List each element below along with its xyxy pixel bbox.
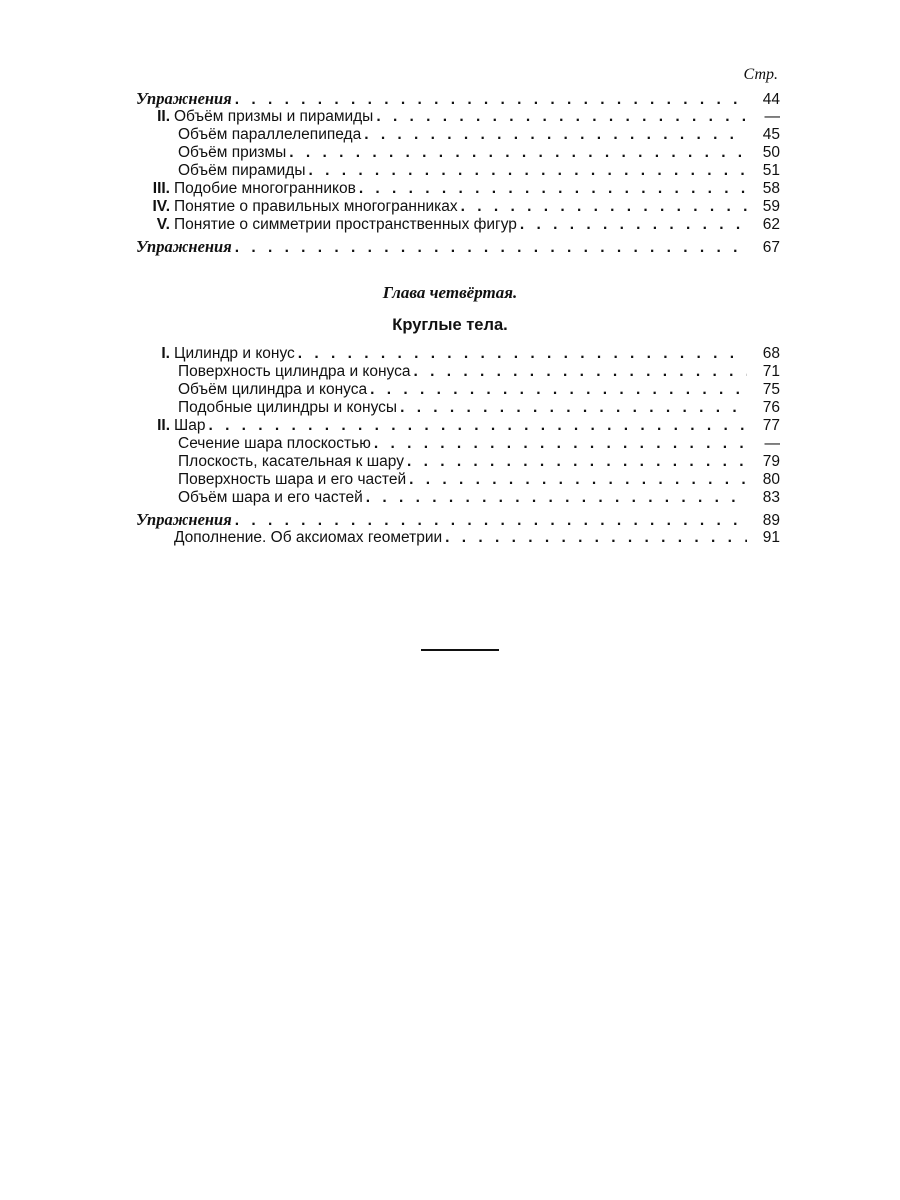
toc-row <box>136 399 780 417</box>
toc-row <box>136 345 780 363</box>
toc-row <box>136 216 780 234</box>
chapter-label: Глава четвёртая. <box>382 283 518 302</box>
toc-row-title: Понятие о правильных многогранниках <box>174 198 458 215</box>
toc-section-2 <box>136 345 780 547</box>
toc-row-title: Упражнения <box>136 89 232 108</box>
toc-row-page: 76 <box>762 399 780 416</box>
page-column-label: Стр. <box>743 66 778 83</box>
toc-row-title: Подобные цилиндры и конусы <box>178 399 398 416</box>
toc-row <box>136 511 780 529</box>
toc-row-page: 71 <box>762 363 780 380</box>
toc-row <box>136 381 780 399</box>
dot-leader <box>409 471 747 489</box>
toc-row <box>136 529 780 547</box>
toc-row-number: II. <box>157 108 170 125</box>
dot-leader <box>520 216 747 234</box>
toc-row-title: Шар <box>174 417 206 434</box>
toc-row-title: Дополнение. Об аксиомах геометрии <box>174 529 443 546</box>
dot-leader <box>359 180 747 198</box>
toc-row-page: 75 <box>762 381 780 398</box>
toc-row-title: Цилиндр и конус <box>174 345 295 362</box>
end-rule <box>421 649 499 651</box>
toc-row-number: IV. <box>152 198 170 215</box>
dot-leader <box>461 198 747 216</box>
toc-row <box>136 90 780 108</box>
toc-row-title: Плоскость, касательная к шару <box>178 453 404 470</box>
dot-leader <box>400 399 747 417</box>
toc-row-page: 50 <box>762 144 780 161</box>
toc-row-number: I. <box>161 345 170 362</box>
toc-row-page: 80 <box>762 471 780 488</box>
dot-leader <box>364 126 747 144</box>
toc-row-page: 59 <box>762 198 780 215</box>
toc-row-page: 45 <box>762 126 780 143</box>
toc-row-page: 44 <box>762 91 780 108</box>
dot-leader <box>298 345 747 363</box>
toc-row <box>136 198 780 216</box>
toc-row-page: 77 <box>762 417 780 434</box>
toc-row <box>136 108 780 126</box>
dot-leader <box>235 91 747 109</box>
toc-row-title: Поверхность цилиндра и конуса <box>178 363 411 380</box>
toc-row-title: Подобие многогранников <box>174 180 356 197</box>
toc-row-title: Поверхность шара и его частей <box>178 471 407 488</box>
toc-row-page: 79 <box>762 453 780 470</box>
toc-section-1 <box>136 90 780 256</box>
toc-row-number: II. <box>157 417 170 434</box>
toc-row-title: Сечение шара плоскостью <box>178 435 371 452</box>
dot-leader <box>366 489 747 507</box>
toc-row-page: 91 <box>762 529 780 546</box>
toc-row-title: Объём параллелепипеда <box>178 126 362 143</box>
dot-leader <box>374 435 747 453</box>
toc-row <box>136 144 780 162</box>
toc-row-page: 62 <box>762 216 780 233</box>
toc-row-number: V. <box>156 216 170 233</box>
dot-leader <box>208 417 747 435</box>
dot-leader <box>407 453 747 471</box>
toc-row <box>136 435 780 453</box>
toc-row-title: Понятие о симметрии пространственных фигур <box>174 216 517 233</box>
toc-row <box>136 363 780 381</box>
dot-leader <box>445 529 747 547</box>
toc-row-page: — <box>764 435 780 452</box>
toc-row-page: 51 <box>762 162 780 179</box>
dot-leader <box>414 363 748 381</box>
dot-leader <box>289 144 747 162</box>
toc-row-title: Объём призмы и пирамиды <box>174 108 374 125</box>
toc-row <box>136 126 780 144</box>
toc-row <box>136 471 780 489</box>
toc-row-page: 83 <box>762 489 780 506</box>
toc-row-title: Упражнения <box>136 237 232 256</box>
chapter-title: Круглые тела. <box>392 316 508 334</box>
toc-row <box>136 453 780 471</box>
dot-leader <box>235 239 747 257</box>
toc-row <box>136 180 780 198</box>
toc-row-title: Объём призмы <box>178 144 287 161</box>
toc-row <box>136 417 780 435</box>
dot-leader <box>376 108 747 126</box>
toc-row <box>136 162 780 180</box>
toc-row-title: Объём шара и его частей <box>178 489 363 506</box>
toc-row-page: 89 <box>762 512 780 529</box>
toc-row-number: III. <box>152 180 170 197</box>
dot-leader <box>370 381 747 399</box>
toc-row-page: 58 <box>762 180 780 197</box>
dot-leader <box>235 512 747 530</box>
dot-leader <box>308 162 747 180</box>
toc-row-title: Упражнения <box>136 510 232 529</box>
toc-row <box>136 489 780 507</box>
toc-row-page: — <box>764 108 780 125</box>
toc-row <box>136 238 780 256</box>
toc-row-title: Объём пирамиды <box>178 162 306 179</box>
toc-row-title: Объём цилиндра и конуса <box>178 381 368 398</box>
toc-row-page: 68 <box>762 345 780 362</box>
toc-row-page: 67 <box>762 239 780 256</box>
